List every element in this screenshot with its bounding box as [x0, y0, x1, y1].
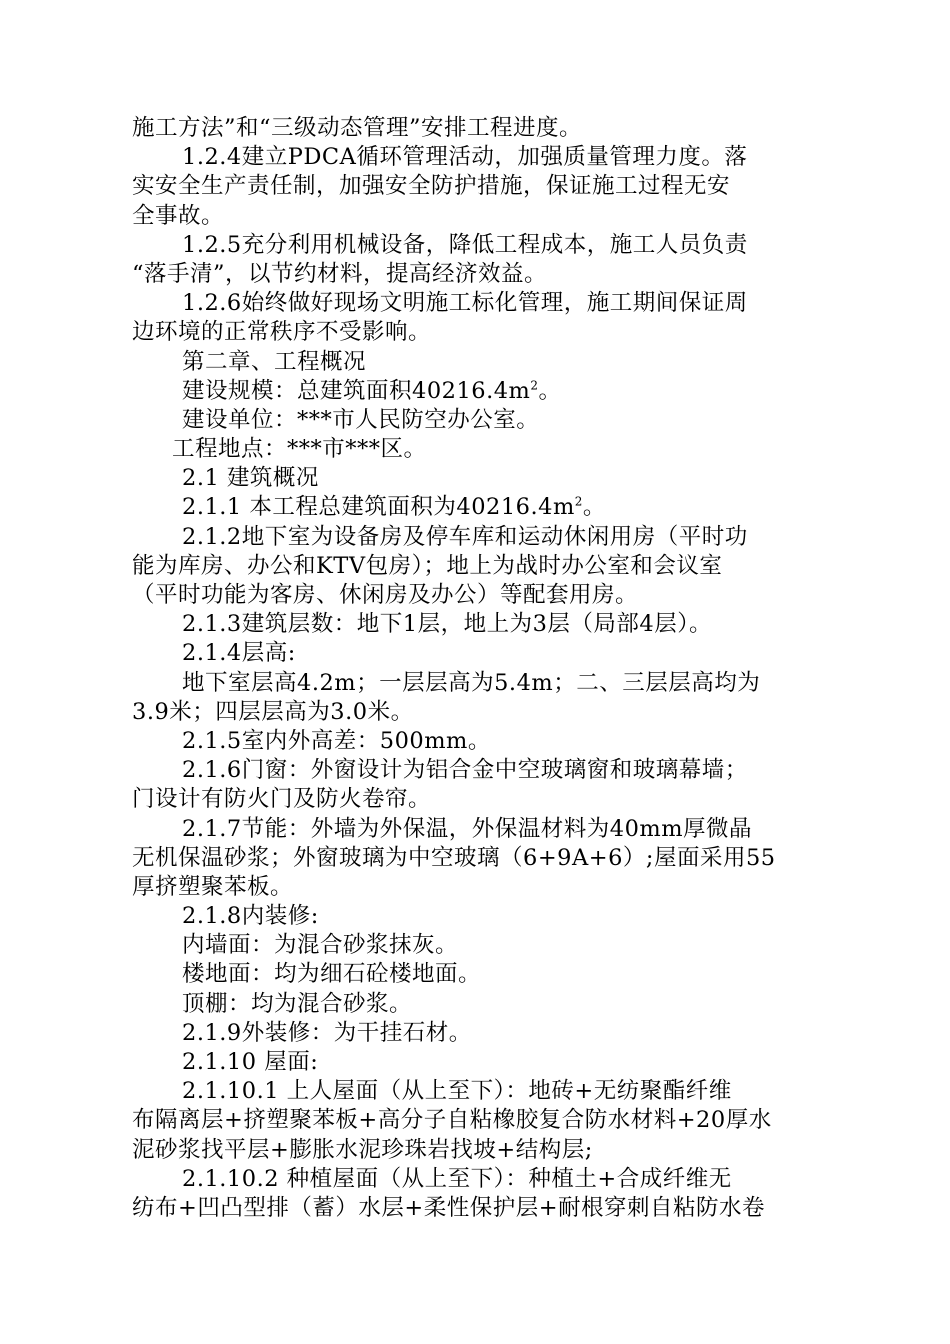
text-line: 2.1.3建筑层数：地下1层，地上为3层（局部4层）。 [182, 611, 712, 638]
text-line: 地下室层高4.2m；一层层高为5.4m；二、三层层高均为 [182, 669, 761, 696]
text-line: 2.1.10.2 种植屋面（从上至下）：种植土+合成纤维无 [182, 1165, 732, 1192]
text-line: 2.1.4层高: [182, 640, 296, 667]
text-line: 2.1.2地下室为设备房及停车库和运动休闲用房（平时功 [182, 523, 748, 550]
text-line: 施工方法”和“三级动态管理”安排工程进度。 [132, 115, 583, 141]
text-line: 楼地面：均为细石砼楼地面。 [182, 961, 482, 988]
text-line: “落手清”，以节约材料，提高经济效益。 [132, 260, 548, 287]
line-text: 建设规模：总建筑面积40216.4m [182, 377, 531, 404]
text-line: 厚挤塑聚苯板。 [132, 873, 294, 900]
line-text: 2.1.1 本工程总建筑面积为40216.4m [182, 494, 575, 521]
text-line: 内墙面：为混合砂浆抹灰。 [182, 932, 459, 959]
text-line: 2.1.6门窗：外窗设计为铝合金中空玻璃窗和玻璃幕墙； [182, 757, 748, 784]
text-line-with-superscript [132, 493, 822, 522]
text-line: 门设计有防火门及防火卷帘。 [132, 786, 432, 813]
text-line-with-superscript [132, 377, 822, 406]
text-line: 1.2.5充分利用机械设备，降低工程成本，施工人员负责 [182, 231, 748, 258]
document-page [132, 114, 822, 1223]
text-line: 工程地点：***市***区。 [172, 436, 427, 463]
text-line: 无机保温砂浆；外窗玻璃为中空玻璃（6+9A+6）;屋面采用55 [132, 844, 776, 871]
text-line: 泥砂浆找平层+膨胀水泥珍珠岩找坡+结构层; [132, 1136, 593, 1163]
text-line: 2.1.9外装修：为干挂石材。 [182, 1019, 472, 1046]
text-line: 2.1.7节能：外墙为外保温，外保温材料为40mm厚微晶 [182, 815, 753, 842]
line-suffix: 。 [538, 377, 562, 404]
text-line: 2.1.10.1 上人屋面（从上至下）：地砖+无纺聚酯纤维 [182, 1078, 732, 1105]
text-line: 1.2.4建立PDCA循环管理活动，加强质量管理力度。落 [182, 144, 748, 171]
text-line: 实安全生产责任制，加强安全防护措施，保证施工过程无安 [132, 173, 731, 200]
text-line: 2.1.10 屋面: [182, 1049, 319, 1075]
text-line: 2.1.8内装修: [182, 903, 319, 930]
text-line: 1.2.6始终做好现场文明施工标化管理，施工期间保证周 [182, 290, 748, 317]
text-line: 边环境的正常秩序不受影响。 [132, 319, 432, 346]
text-line: 能为库房、办公和KTV包房）；地上为战时办公室和会议室 [132, 552, 723, 579]
text-line: 3.9米；四层层高为3.0米。 [132, 698, 414, 725]
superscript: 2 [574, 494, 583, 509]
text-line: 全事故。 [132, 202, 225, 229]
text-line: 2.1.5室内外高差：500mm。 [182, 727, 491, 754]
text-line: （平时功能为客房、休闲房及办公）等配套用房。 [132, 582, 639, 608]
text-line: 布隔离层+挤塑聚苯板+高分子自粘橡胶复合防水材料+20厚水 [132, 1107, 772, 1134]
line-suffix: 。 [582, 494, 606, 521]
text-line: 顶棚：均为混合砂浆。 [182, 990, 413, 1017]
text-line: 纺布+凹凸型排（蓄）水层+柔性保护层+耐根穿刺自粘防水卷 [132, 1194, 766, 1221]
section-heading: 2.1 建筑概况 [182, 465, 319, 492]
text-line: 建设单位：***市人民防空办公室。 [182, 406, 540, 433]
chapter-heading: 第二章、工程概况 [182, 348, 367, 375]
superscript: 2 [530, 378, 539, 393]
